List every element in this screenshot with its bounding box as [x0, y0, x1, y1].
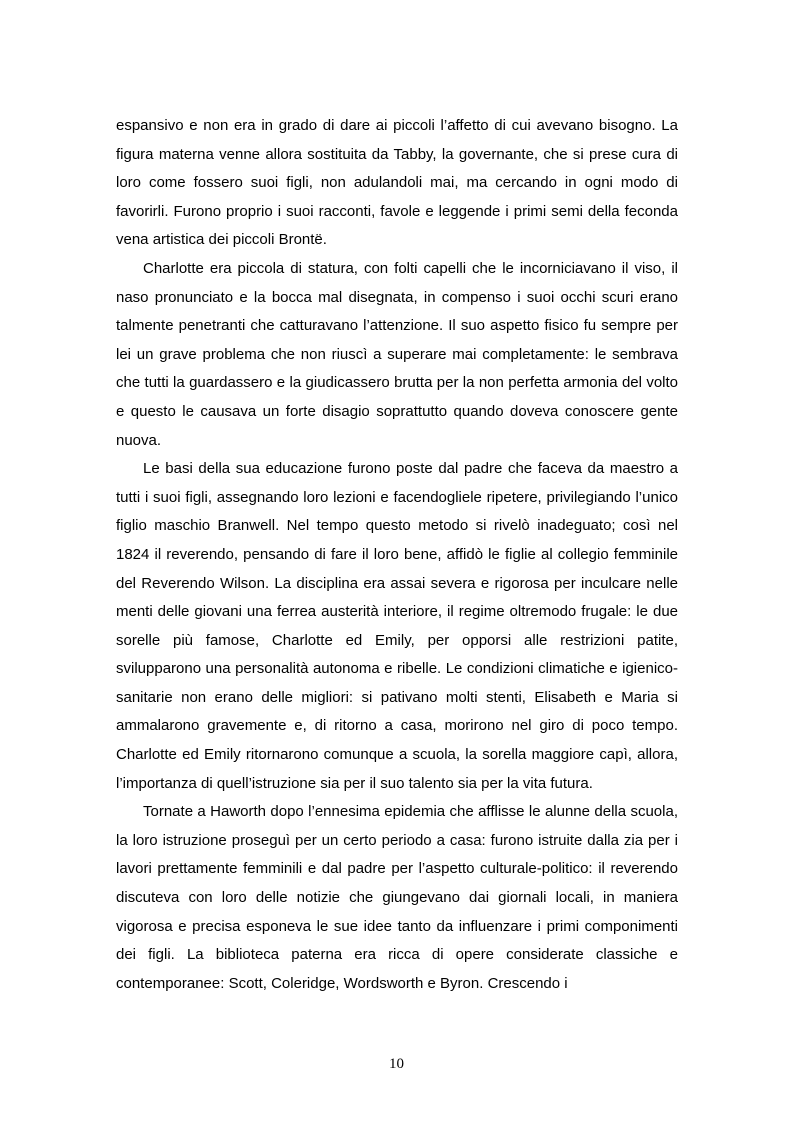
body-text: [116, 112, 678, 998]
paragraph-continuation: espansivo e non era in grado di dare ai piccoli l’affetto di cui avevano bisogno. La figura materna venne allora sostituita da Tabby, la governante, che si prese cura di loro come fossero suoi figli, non adulandoli mai, ma cercando in ogni modo di favorirli. Furono proprio i suoi racconti, favole e leggende i primi semi della feconda vena artistica dei piccoli Brontë.: [116, 117, 678, 249]
paragraph-charlotte-appearance: Charlotte era piccola di statura, con folti capelli che le incorniciavano il viso, il naso pronunciato e la bocca mal disegnata, in compenso i suoi occhi scuri erano talmente penetranti che catturavano l’attenzione. Il suo aspetto fisico fu sempre per lei un grave problema che non riuscì a superare mai completamente: le sembrava che tutti la guardassero e la giudicassero brutta per la non perfetta armonia del volto e questo le causava un forte disagio soprattutto quando doveva conoscere gente nuova.: [116, 259, 678, 449]
paragraph-education: Le basi della sua educazione furono poste dal padre che faceva da maestro a tutti i suoi figli, assegnando loro lezioni e facendogliele ripetere, privilegiando l’unico figlio maschio Branwell. Nel tempo questo metodo si rivelò inadeguato; così nel 1824 il reverendo, pensando di fare il loro bene, affidò le figlie al collegio femminile del Reverendo Wilson. La disciplina era assai severa e rigorosa per inculcare nelle menti delle giovani una ferrea austerità interiore, il regime oltremodo frugale: le due sorelle più famose, Charlotte ed Emily, per opporsi alle restrizioni patite, svilupparono una personalità autonoma e ribelle. Le condizioni climatiche e igienico-sanitarie non erano delle migliori: si pativano molti stenti, Elisabeth e Maria si ammalarono gravemente e, di ritorno a casa, morirono nel giro di poco tempo. Charlotte ed Emily ritornarono comunque a scuola, la sorella maggiore capì, allora, l’importanza di quell’istruzione sia per il suo talento sia per la vita futura.: [116, 460, 678, 792]
paragraph-haworth: Tornate a Haworth dopo l’ennesima epidemia che afflisse le alunne della scuola, la loro istruzione proseguì per un certo periodo a casa: furono istruite dalla zia per i lavori prettamente femminili e dal padre per l’aspetto culturale-politico: il reverendo discuteva con loro delle notizie che giungevano dai giornali locali, in maniera vigorosa e precisa esponeva le sue idee tanto da influenzare i primi componimenti dei figli. La biblioteca paterna era ricca di opere considerate classiche e contemporanee: Scott, Coleridge, Wordsworth e Byron. Crescendo i: [116, 803, 678, 992]
page-number: 10: [389, 1056, 404, 1072]
